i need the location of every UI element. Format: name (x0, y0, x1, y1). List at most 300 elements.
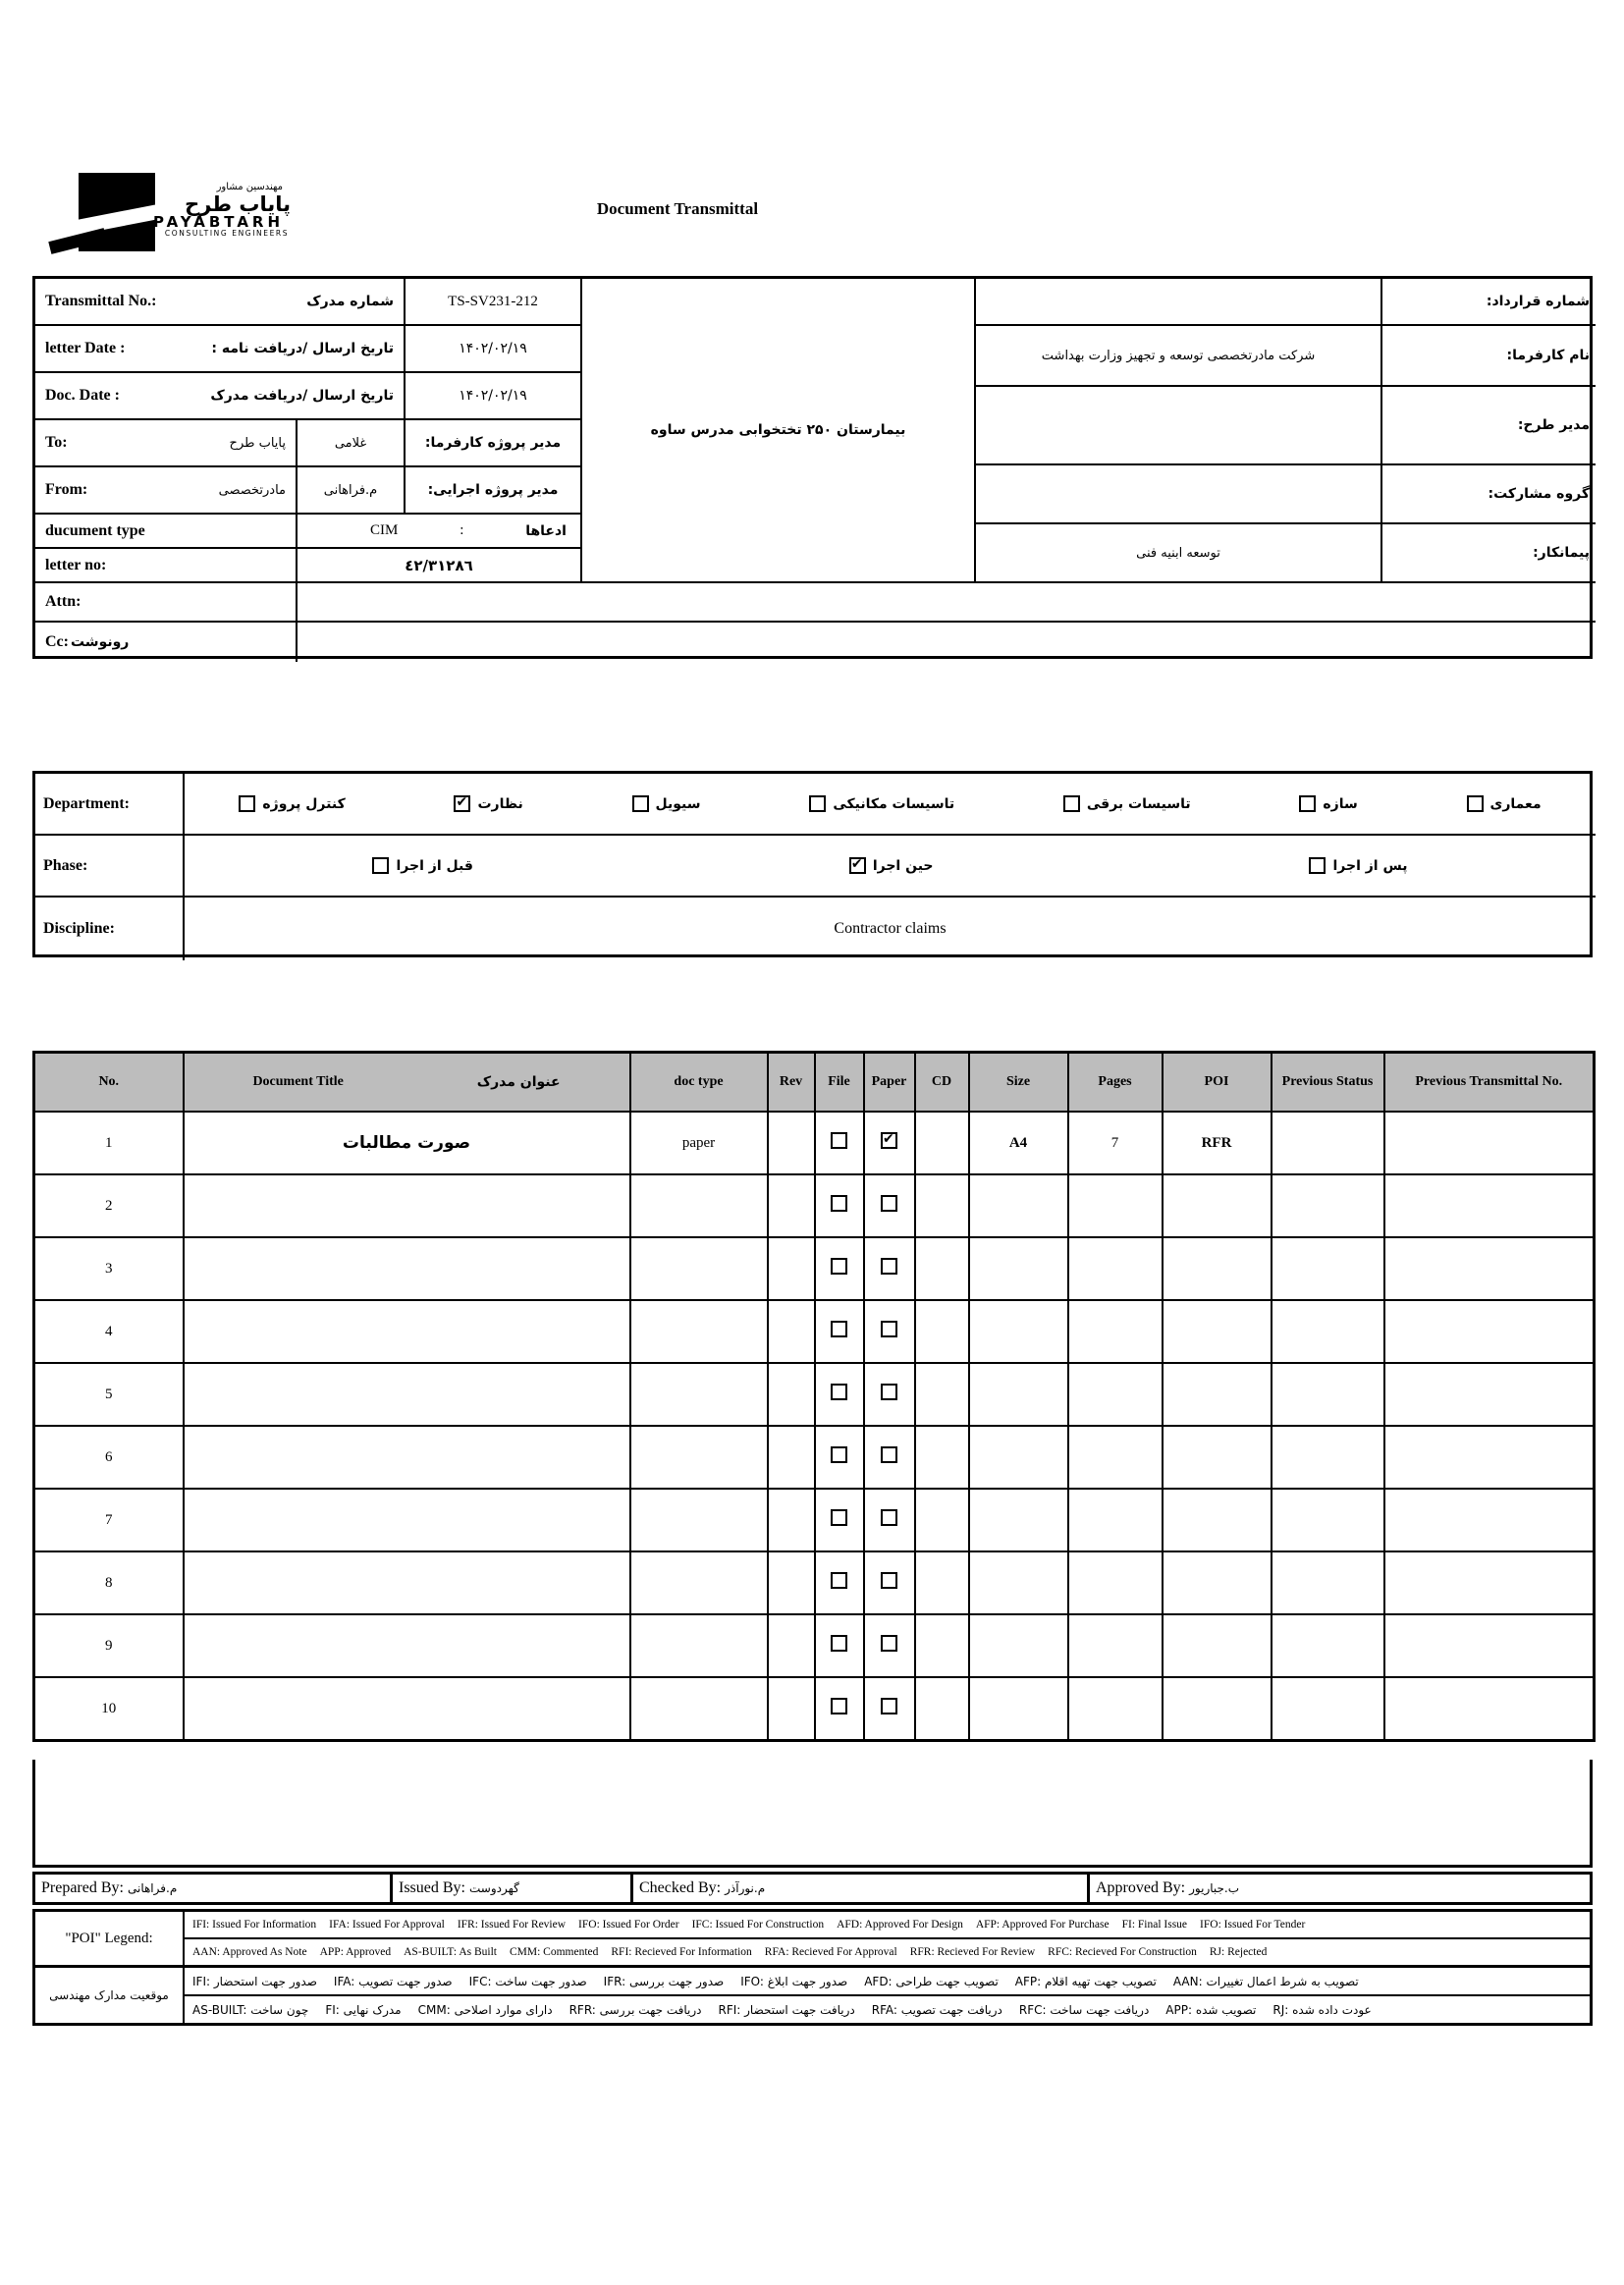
cell-no: 6 (34, 1426, 184, 1489)
prepared-by-label: Prepared By: (41, 1879, 124, 1896)
cell-no: 8 (34, 1551, 184, 1614)
cc-label: Cc: (45, 633, 69, 650)
paper-checkbox[interactable] (881, 1384, 897, 1400)
option-label: قبل از اجرا (396, 857, 473, 874)
letter-date-value: ۱۴۰۲/۰۲/۱۹ (406, 326, 582, 373)
cell-doc-type (630, 1614, 768, 1677)
header-poi: POI (1163, 1053, 1272, 1113)
from-role: مدیر پروژه اجرایی: (406, 467, 582, 515)
approved-by-label: Approved By: (1096, 1879, 1186, 1896)
cell-no: 7 (34, 1489, 184, 1551)
checked-by-cell (633, 1872, 1090, 1905)
legend-item: IFC: Issued For Construction (691, 1919, 825, 1931)
cell-paper (864, 1426, 915, 1489)
cell-paper (864, 1174, 915, 1237)
paper-checkbox[interactable] (881, 1635, 897, 1652)
cell-file (815, 1489, 864, 1551)
transmittal-no-value: TS-SV231-212 (406, 279, 582, 326)
department-label: Department: (35, 774, 185, 836)
cell-size (969, 1677, 1068, 1741)
cell-paper (864, 1551, 915, 1614)
cell-pages (1068, 1363, 1163, 1426)
logo-brand-en-sub: CONSULTING ENGINEERS (164, 229, 290, 239)
cell-rev (768, 1614, 815, 1677)
cell-size (969, 1489, 1068, 1551)
attn-label: Attn: (45, 593, 81, 610)
paper-checkbox[interactable] (881, 1132, 897, 1149)
legend-item: CMM: Commented (509, 1946, 599, 1958)
poi-legend-en-line2 (185, 1937, 1590, 1965)
legend-item: IFR: صدور جهت بررسی (603, 1974, 725, 1988)
legend-item: IFA: Issued For Approval (329, 1919, 445, 1931)
doc-table-row (34, 1237, 1595, 1300)
doc-table-row (34, 1614, 1595, 1677)
cell-size (969, 1363, 1068, 1426)
poi-legend-fa-line2 (185, 1994, 1590, 2023)
cell-title: صورت مطالبات (184, 1112, 630, 1174)
cell-pages (1068, 1426, 1163, 1489)
to-role: مدیر پروژه کارفرما: (406, 420, 582, 467)
cell-rev (768, 1363, 815, 1426)
discipline-label: Discipline: (35, 898, 185, 960)
legend-item: AFD: Approved For Design (837, 1919, 963, 1931)
cell-doc-type (630, 1237, 768, 1300)
cell-prev-status (1272, 1489, 1384, 1551)
header-size: Size (969, 1053, 1068, 1113)
cell-file (815, 1551, 864, 1614)
cell-rev (768, 1237, 815, 1300)
doc-table-row (34, 1489, 1595, 1551)
doc-type-label: ducument type (45, 521, 145, 539)
option-label: پس از اجرا (1332, 857, 1408, 874)
poi-legend (32, 1909, 1593, 2026)
cell-size: A4 (969, 1112, 1068, 1174)
cell-rev (768, 1426, 815, 1489)
option-label: سازه (1323, 795, 1358, 812)
cell-file (815, 1614, 864, 1677)
issued-by-cell (393, 1872, 633, 1905)
cell-cd (915, 1426, 969, 1489)
checked-checkbox[interactable] (849, 857, 866, 874)
cell-file (815, 1300, 864, 1363)
option-label: کنترل پروژه (262, 795, 346, 812)
cell-doc-type (630, 1677, 768, 1741)
option-item (1467, 795, 1542, 812)
cell-paper (864, 1363, 915, 1426)
doc-date-label: Doc. Date : (45, 387, 120, 404)
cell-size (969, 1614, 1068, 1677)
unchecked-checkbox[interactable] (632, 795, 649, 812)
cell-pages (1068, 1300, 1163, 1363)
doc-table-row (34, 1174, 1595, 1237)
prepared-by-cell (32, 1872, 393, 1905)
approved-by-cell (1090, 1872, 1593, 1905)
cell-prev-status (1272, 1237, 1384, 1300)
cell-rev (768, 1677, 815, 1741)
doc-type-separator: : (460, 522, 464, 538)
legend-item: IFO: Issued For Tender (1200, 1919, 1306, 1931)
cell-title (184, 1614, 630, 1677)
cell-poi (1163, 1677, 1272, 1741)
cell-poi: RFR (1163, 1112, 1272, 1174)
cell-pages (1068, 1677, 1163, 1741)
cell-cd (915, 1489, 969, 1551)
cell-prev-status (1272, 1551, 1384, 1614)
paper-checkbox[interactable] (881, 1698, 897, 1714)
cell-poi (1163, 1551, 1272, 1614)
doc-table-row (34, 1551, 1595, 1614)
legend-item: AS-BUILT: چون ساخت (192, 2002, 309, 2017)
option-item (454, 795, 522, 812)
cell-prev-transmittal (1384, 1363, 1595, 1426)
legend-item: RFA: Recieved For Approval (764, 1946, 897, 1958)
cell-prev-status (1272, 1426, 1384, 1489)
cell-prev-transmittal (1384, 1677, 1595, 1741)
to-label: To: (45, 434, 68, 451)
legend-item: IFA: صدور جهت تصویب (333, 1974, 453, 1988)
cell-paper (864, 1112, 915, 1174)
cell-title (184, 1237, 630, 1300)
cell-rev (768, 1489, 815, 1551)
option-label: تاسیسات برقی (1086, 795, 1191, 812)
legend-item: FI: مدرک نهایی (325, 2002, 402, 2017)
legend-item: AS-BUILT: As Built (404, 1946, 497, 1958)
unchecked-checkbox[interactable] (1309, 857, 1326, 874)
cell-cd (915, 1174, 969, 1237)
letter-no-label-cell (35, 549, 298, 583)
letter-no-value: ٤٢/٣١٢٨٦ (298, 549, 582, 583)
legend-item: AFP: تصویب جهت تهیه اقلام (1014, 1974, 1157, 1988)
option-item (809, 795, 954, 812)
partnership-label: گروه مشارکت: (1382, 465, 1596, 524)
option-item (372, 857, 472, 874)
legend-item: IFC: صدور جهت ساخت (468, 1974, 587, 1988)
cell-poi (1163, 1363, 1272, 1426)
partnership-value (976, 465, 1382, 524)
cell-cd (915, 1300, 969, 1363)
letter-no-label: letter no: (45, 556, 107, 573)
cell-cd (915, 1614, 969, 1677)
option-item (1309, 857, 1407, 874)
prepared-by-name: م.فراهانی (127, 1881, 178, 1895)
cell-rev (768, 1112, 815, 1174)
cell-title (184, 1551, 630, 1614)
doc-date-label-fa: تاریخ ارسال /دریافت مدرک (210, 388, 394, 404)
file-checkbox[interactable] (831, 1321, 847, 1337)
cell-prev-transmittal (1384, 1174, 1595, 1237)
letter-date-label-fa: تاریخ ارسال /دریافت نامه : (211, 341, 394, 356)
legend-item: IFI: صدور جهت استحضار (192, 1974, 317, 1988)
doc-type-label-cell (35, 515, 298, 549)
poi-legend-label: "POI" Legend: (35, 1912, 185, 1965)
transmittal-no-label: Transmittal No.: (45, 293, 157, 309)
option-label: معماری (1489, 795, 1542, 812)
attn-label-cell (35, 583, 298, 623)
client-label: نام کارفرما: (1382, 326, 1596, 387)
cell-pages (1068, 1551, 1163, 1614)
cell-no: 5 (34, 1363, 184, 1426)
paper-checkbox[interactable] (881, 1572, 897, 1589)
cell-title (184, 1300, 630, 1363)
legend-item: RJ: عودت داده شده (1272, 2002, 1372, 2017)
cell-no: 2 (34, 1174, 184, 1237)
paper-checkbox[interactable] (881, 1509, 897, 1526)
header-file: File (815, 1053, 864, 1113)
cell-cd (915, 1677, 969, 1741)
file-checkbox[interactable] (831, 1572, 847, 1589)
checked-checkbox[interactable] (454, 795, 470, 812)
header-no: No. (34, 1053, 184, 1113)
option-item (1063, 795, 1191, 812)
file-checkbox[interactable] (831, 1635, 847, 1652)
legend-item: AAN: Approved As Note (192, 1946, 307, 1958)
cell-prev-transmittal (1384, 1551, 1595, 1614)
file-checkbox[interactable] (831, 1132, 847, 1149)
document-list-table (32, 1051, 1596, 1742)
option-item (239, 795, 345, 812)
cell-pages (1068, 1237, 1163, 1300)
option-label: حین اجرا (872, 857, 934, 874)
cell-title (184, 1363, 630, 1426)
unchecked-checkbox[interactable] (372, 857, 389, 874)
legend-item: RFI: Recieved For Information (611, 1946, 752, 1958)
transmittal-info-table (32, 276, 1593, 659)
page-title: Document Transmittal (596, 199, 759, 218)
issued-by-label: Issued By: (399, 1879, 465, 1896)
cell-prev-status (1272, 1112, 1384, 1174)
contract-no-value (976, 279, 1382, 326)
legend-item: IFI: Issued For Information (192, 1919, 317, 1931)
logo-brand-fa-small: مهندسین مشاور (216, 182, 283, 192)
client-name-value: شرکت مادرتخصصی توسعه و تجهیز وزارت بهداشت (976, 326, 1382, 387)
cell-size (969, 1237, 1068, 1300)
doc-type-fa: ادعاها (525, 522, 567, 539)
cell-pages (1068, 1614, 1163, 1677)
doc-type-value-cell (298, 515, 582, 549)
file-checkbox[interactable] (831, 1446, 847, 1463)
legend-item: RFC: دریافت جهت ساخت (1018, 2002, 1150, 2017)
letter-date-label: letter Date : (45, 340, 126, 356)
attn-value-cell (298, 583, 1596, 623)
legend-item: RJ: Rejected (1209, 1946, 1268, 1958)
legend-item: RFR: Recieved For Review (909, 1946, 1036, 1958)
file-checkbox[interactable] (831, 1258, 847, 1275)
cell-size (969, 1300, 1068, 1363)
cell-no: 9 (34, 1614, 184, 1677)
unchecked-checkbox[interactable] (1467, 795, 1484, 812)
cell-poi (1163, 1237, 1272, 1300)
option-label: نظارت (477, 795, 523, 812)
discipline-value: Contractor claims (834, 920, 947, 937)
cell-poi (1163, 1174, 1272, 1237)
cell-prev-status (1272, 1677, 1384, 1741)
cell-title (184, 1174, 630, 1237)
logo-brand-en: PAYABTARH (153, 212, 285, 231)
cell-cd (915, 1237, 969, 1300)
to-cell (35, 420, 298, 467)
paper-checkbox[interactable] (881, 1321, 897, 1337)
checked-by-label: Checked By: (639, 1879, 722, 1896)
paper-checkbox[interactable] (881, 1446, 897, 1463)
cell-no: 10 (34, 1677, 184, 1741)
cell-prev-transmittal (1384, 1614, 1595, 1677)
legend-item: APP: Approved (319, 1946, 392, 1958)
cell-doc-type: paper (630, 1112, 768, 1174)
doc-table-row (34, 1112, 1595, 1174)
cell-file (815, 1363, 864, 1426)
cell-paper (864, 1237, 915, 1300)
paper-checkbox[interactable] (881, 1195, 897, 1212)
option-label: تاسیسات مکانیکی (833, 795, 955, 812)
cell-rev (768, 1174, 815, 1237)
cell-prev-status (1272, 1174, 1384, 1237)
to-org: پایاب طرح (229, 435, 286, 451)
cell-no: 4 (34, 1300, 184, 1363)
unchecked-checkbox[interactable] (239, 795, 255, 812)
cell-rev (768, 1551, 815, 1614)
poi-legend-en-line1 (185, 1912, 1590, 1937)
unchecked-checkbox[interactable] (1299, 795, 1316, 812)
legend-item: IFO: Issued For Order (578, 1919, 679, 1931)
cell-title (184, 1426, 630, 1489)
cell-file (815, 1237, 864, 1300)
cell-file (815, 1426, 864, 1489)
logo-brand-fa: پایاب طرح (185, 191, 291, 216)
department-options (185, 774, 1596, 836)
doc-table-row (34, 1300, 1595, 1363)
cell-paper (864, 1614, 915, 1677)
cell-paper (864, 1489, 915, 1551)
file-checkbox[interactable] (831, 1509, 847, 1526)
cell-pages: 7 (1068, 1112, 1163, 1174)
header-pages: Pages (1068, 1053, 1163, 1113)
from-person: م.فراهانی (298, 467, 406, 515)
header-prev-transmittal: Previous Transmittal No. (1384, 1053, 1595, 1113)
cell-poi (1163, 1489, 1272, 1551)
logo-text (153, 183, 300, 238)
poi-legend-en (32, 1909, 1593, 1968)
cell-file (815, 1112, 864, 1174)
legend-item: IFO: صدور جهت ابلاغ (740, 1974, 848, 1988)
cell-size (969, 1551, 1068, 1614)
cell-cd (915, 1363, 969, 1426)
cc-label-cell (35, 623, 298, 662)
cell-file (815, 1174, 864, 1237)
from-org: مادرتخصصی (218, 482, 286, 498)
cell-prev-status (1272, 1614, 1384, 1677)
phase-options (185, 836, 1596, 898)
contract-no-label: شماره قرارداد: (1382, 279, 1596, 326)
cell-paper (864, 1677, 915, 1741)
phase-label: Phase: (35, 836, 185, 898)
legend-item: RFR: دریافت جهت بررسی (568, 2002, 702, 2017)
cell-pages (1068, 1174, 1163, 1237)
doc-date-label-cell (35, 373, 406, 420)
cell-prev-transmittal (1384, 1237, 1595, 1300)
legend-item: APP: تصویب شده (1165, 2002, 1257, 2017)
cell-poi (1163, 1300, 1272, 1363)
legend-item: RFI: دریافت جهت استحضار (718, 2002, 855, 2017)
doc-table-header-row (34, 1053, 1595, 1113)
legend-item: FI: Final Issue (1121, 1919, 1188, 1931)
file-checkbox[interactable] (831, 1195, 847, 1212)
doc-date-value: ۱۴۰۲/۰۲/۱۹ (406, 373, 582, 420)
project-name-cell: بیمارستان ۲۵۰ تختخوابی مدرس ساوه (582, 279, 976, 583)
option-item (632, 795, 701, 812)
cell-cd (915, 1112, 969, 1174)
cell-prev-transmittal (1384, 1300, 1595, 1363)
classification-table (32, 771, 1593, 957)
doc-table-row (34, 1363, 1595, 1426)
cell-prev-status (1272, 1363, 1384, 1426)
cell-doc-type (630, 1489, 768, 1551)
signature-bar (32, 1872, 1593, 1905)
issued-by-name: گهردوست (469, 1881, 519, 1895)
doc-table-row (34, 1677, 1595, 1741)
cell-prev-transmittal (1384, 1426, 1595, 1489)
paper-checkbox[interactable] (881, 1258, 897, 1275)
contractor-value: توسعه ابنیه فنی (976, 524, 1382, 583)
header-prev-status: Previous Status (1272, 1053, 1384, 1113)
file-checkbox[interactable] (831, 1384, 847, 1400)
legend-item: CMM: دارای موارد اصلاحی (417, 2002, 553, 2017)
cell-poi (1163, 1614, 1272, 1677)
doc-type-value: CIM (370, 522, 399, 538)
cell-prev-transmittal (1384, 1112, 1595, 1174)
cell-prev-transmittal (1384, 1489, 1595, 1551)
cell-doc-type (630, 1363, 768, 1426)
cell-doc-type (630, 1551, 768, 1614)
legend-item: RFA: دریافت جهت تصویب (871, 2002, 1002, 2017)
cell-title (184, 1489, 630, 1551)
notes-empty-area (32, 1760, 1593, 1868)
poi-legend-fa (32, 1965, 1593, 2026)
cell-size (969, 1426, 1068, 1489)
legend-item: AFP: Approved For Purchase (975, 1919, 1110, 1931)
option-item (849, 857, 934, 874)
header-title-en: Document Title (252, 1074, 344, 1089)
design-manager-label: مدیر طرح: (1382, 387, 1596, 465)
cell-pages (1068, 1489, 1163, 1551)
poi-legend-fa-line1 (185, 1968, 1590, 1994)
from-cell (35, 467, 298, 515)
header-title (184, 1053, 630, 1113)
legend-item: AFD: تصویب جهت طراحی (864, 1974, 999, 1988)
legend-item: AAN: تصویب به شرط اعمال تغییرات (1172, 1974, 1359, 1988)
design-manager-value (976, 387, 1382, 465)
cell-paper (864, 1300, 915, 1363)
checked-by-name: م.نورآذر (725, 1881, 766, 1895)
cell-doc-type (630, 1300, 768, 1363)
header-cd: CD (915, 1053, 969, 1113)
cell-no: 3 (34, 1237, 184, 1300)
transmittal-no-label-fa: شماره مدرک (306, 294, 394, 309)
file-checkbox[interactable] (831, 1698, 847, 1714)
legend-item: IFR: Issued For Review (457, 1919, 567, 1931)
cc-value-cell (298, 623, 1596, 662)
cell-cd (915, 1551, 969, 1614)
to-person: غلامی (298, 420, 406, 467)
unchecked-checkbox[interactable] (809, 795, 826, 812)
unchecked-checkbox[interactable] (1063, 795, 1080, 812)
discipline-cell (185, 898, 1596, 960)
header-doc-type: doc type (630, 1053, 768, 1113)
cell-file (815, 1677, 864, 1741)
option-label: سیویل (655, 795, 701, 812)
option-item (1299, 795, 1357, 812)
legend-item: RFC: Recieved For Construction (1048, 1946, 1197, 1958)
poi-legend-fa-label: موقعیت مدارک مهندسی (35, 1968, 185, 2023)
